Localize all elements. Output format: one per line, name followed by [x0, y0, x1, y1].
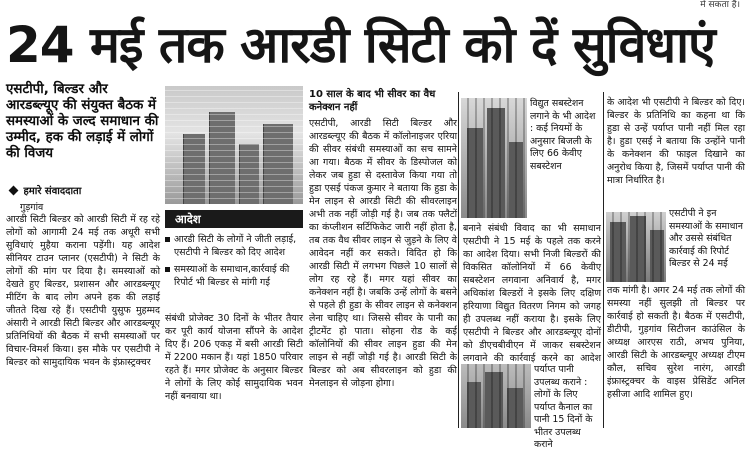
key-points [165, 233, 303, 293]
water-photo [461, 364, 531, 428]
right-column-bottom: तक मांगी है। अगर 24 मई तक लोगों की समस्या नहीं सुलझी तो बिल्डर पर कार्रवाई हो सकती है। बैठक में एसटीपी, डीटीपी, गुड़गांव सिटीजन काउंसिल के अध्यक्ष आरएस राठी, अभय पुनिया, आरडी सिटी के आरडब्ल्यूए अध्यक्ष टीएम कौल, सचिव सुरेश नारंग, आरडी इंफ्रास्ट्रक्चर के वाइस प्रेसिडेंट अनिल हसीजा आदि शामिल हुए। [607, 285, 745, 400]
sewer-heading: 10 साल के बाद भी सीवर का वैध कनेक्शन नहीं [309, 89, 436, 113]
byline-star-icon [9, 186, 19, 196]
power-body: बनाने संबंधी विवाद का भी समाधान एसटीपी ने 15 मई के पहले तक करने का आदेश दिया। सभी निजी बिल्डरों की विकसित कॉलोनियों में 66 केवीए सबस्टेशन लगवाना अनिवार्य है, मगर अधिकांश बिल्डरों ने इसके लिए दक्षिण हरियाणा विद्युत वितरण निगम को जगह ही उपलब्ध नहीं कराया है। इसके लिए एसटीपी ने बिल्डर और आरडब्ल्यूए दोनों को डीएचबीवीएन में जाकर सबस्टेशन लगवाने की कार्रवाई करने का आदेश [463, 223, 601, 364]
buildings-photo [165, 86, 303, 204]
substation-photo [461, 98, 527, 218]
power-caption: विद्युत सबस्टेशन लगाने के भी आदेश : कई नियमों के अनुसार बिजली के लिए 66 केवीए सबस्टेशन [530, 98, 596, 172]
previous-article-fragment: में सकता है। [700, 0, 740, 10]
column-2-body: संबंधी प्रोजेक्ट 30 दिनों के भीतर तैयार कर पूरी कार्य योजना सौंपने के आदेश दिए हैं। 206 एकड़ में बसी आरडी सिटी में 2200 मकान हैं। यहां 1850 परिवार रहते हैं। मगर प्रोजेक्ट के अनुसार बिल्डर ने लोगों के लिए कोई सामुदायिक भवन नहीं बनवाया था। [165, 313, 303, 402]
water-caption: पर्याप्त पानी उपलब्ध कराने : लोगों के लिए पर्याप्त कैनाल का पानी 15 दिनों के भीतर उपलब्ध कराने [534, 364, 593, 450]
right-column-top: के आदेश भी एसटीपी ने बिल्डर को दिए। बिल्डर के प्रतिनिधि का कहना था कि हुडा से उन्हें पर्याप्त पानी नहीं मिल रहा है। हुडा एसई ने बताया कि उन्होंने पानी के कनेक्शन की फाइल दिखाने का अनुरोध किया है, जिसमें पर्याप्त पानी की मात्रा निर्धारित है। [607, 97, 745, 186]
key-point: समस्याओं के समाधान,कार्रवाई की रिपोर्ट भी बिल्डर से मांगी गई [165, 263, 303, 289]
key-point: आरडी सिटी के लोगों ने जीती लड़ाई, एसटीपी ने बिल्डर को दिए आदेश [165, 233, 303, 259]
byline-text: हमारे संवाददाता [23, 186, 82, 197]
headline: 24 मई तक आरडी सिटी को दें सुविधाएं [6, 16, 715, 74]
dateline: गुड़गांव [20, 202, 44, 213]
right-column-mid: एसटीपी ने इन समस्याओं के समाधान और उससे संबंधित कार्रवाई की रिपोर्ट बिल्डर से 24 मई [669, 208, 743, 269]
towers-photo [606, 212, 666, 282]
aadesh-label: आदेश [165, 210, 303, 228]
sewer-body: एसटीपी, आरडी सिटी बिल्डर और आरडब्ल्यूए की बैठक में कॉलोनाइजर एरिया की सीवर संबंधी समस्याओं का सच सामने आ गया। बैठक में सीवर के डिस्पोजल को लेकर जब हुडा से दस्तावेज किया गया तो हुडा एसई पंकज कुमार ने बताया कि हुडा के मेन लाइन से आरडी सिटी की सीवरलाइन अभी तक नहीं जोड़ी गई है। जब तक फ्लैटों का कंप्लीशन सर्टिफिकेट जारी नहीं होता है, तब तक वैध सीवर लाइन से जुड़ने के लिए वे आवेदन नहीं कर सकते। विदित हो कि आरडी सिटी में लगभग पिछले 10 सालों से लोग रह रहे हैं। मगर यहां सीवर का कनेक्शन नहीं है। जबकि उन्हें लोगों के बसने से पहले ही हुडा के सीवर लाइन से कनेक्शन लेना चाहिए था। जिससे सीवर के पानी का ट्रीटमेंट हो पाता। सोहना रोड के कई कॉलोनियों की सीवर लाइन हुडा की मेन लाइन से नहीं जोड़ी गई है। आरडी सिटी के बिल्डर को अब सीवरलाइन को हुडा की मेनलाइन से जोड़ना होगा। [309, 118, 457, 389]
top-strip [0, 0, 750, 10]
byline [10, 183, 81, 197]
subheading: एसटीपी, बिल्डर और आरडब्ल्यूए की संयुक्त बैठक में समस्याओं के जल्द समाधान की उम्मीद, हक की लड़ाई में लोगों की विजय [6, 82, 159, 161]
column-1-body: आरडी सिटी बिल्डर को आरडी सिटी में रह रहे लोगों को आगामी 24 मई तक अधूरी सभी सुविधाएं मुहैया कराना पड़ेंगी। यह आदेश सीनियर टाउन प्लानर (एसटीपी) ने सिटी के लोगों की मांग पर दिया है। समस्याओं को देखते हुए बिल्डर, प्रशासन और आरडब्ल्यूए मीटिंग के बाद लोग अपने हक की लड़ाई जीतते दिख रहे हैं। एसटीपी युसुफ मुहम्मद अंसारी ने आरडी सिटी बिल्डर और आरडब्ल्यूए प्रतिनिधियों की बैठक में सभी समस्याओं पर विचार-विमर्श किया। इस मौके पर एसटीपी ने बिल्डर को सामुदायिक भवन के इंफ्रास्ट्रक्चर [6, 214, 160, 368]
